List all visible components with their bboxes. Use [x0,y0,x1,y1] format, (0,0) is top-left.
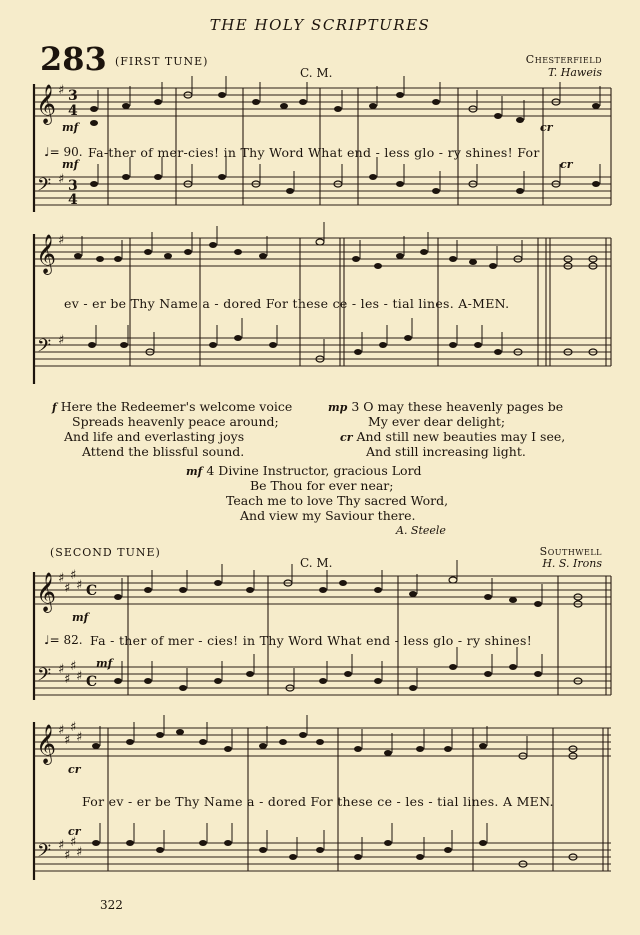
stanza-3 [328,399,618,459]
first-tune-dynamic-mf: mf [62,121,79,134]
stanza-3-line-2: My ever dear delight; [368,414,506,429]
svg-text:♯: ♯ [58,662,65,677]
stanza-3-line-3: And still new beauties may I see, [356,429,566,444]
stanza-2-dynamic: f [52,401,57,414]
svg-text:♯: ♯ [76,578,83,593]
svg-text:♯: ♯ [76,730,83,745]
svg-text:♯: ♯ [64,672,71,687]
svg-text:4: 4 [68,192,78,208]
stanza-3-line-4: And still increasing light. [366,444,526,459]
svg-text:♯: ♯ [58,838,65,853]
stanza-4-line-3: Teach me to love Thy sacred Word, [226,493,449,508]
svg-text:♯: ♯ [58,723,65,738]
svg-text:♯: ♯ [70,659,77,674]
svg-text:♯: ♯ [58,83,65,98]
stanza-4-dynamic: mf [186,465,203,478]
stanza-4-number: 4 [206,463,215,478]
stanza-3-line3-dynamic: cr [340,431,353,444]
second-tune-dynamic-mf: mf [72,611,89,624]
first-tune-system-2 [28,232,613,392]
first-tune-name: Chesterfield [525,53,602,66]
stanza-4-line-2: Be Thou for ever near; [250,478,394,493]
first-tune-bass-dynamic-mf: mf [62,158,79,171]
first-tune-composer: T. Haweis [548,66,602,79]
treble-clef-icon: 𝄞 [36,572,57,612]
stanza-4-line-4: And view my Saviour there. [240,508,416,523]
stanza-4-line-1: Divine Instructor, gracious Lord [218,463,422,478]
stanza-2-line-3: And life and everlasting joys [64,429,245,444]
second-tune-meter: C. M. [300,556,333,570]
svg-text:♯: ♯ [58,233,65,248]
second-tune-lyric-line-1: Fa - ther of mer - cies! in Thy Word What end - less glo - ry shines! [90,633,533,648]
second-tune-name: Southwell [539,545,602,558]
svg-text:3: 3 [68,88,78,104]
second-tune-dynamic-cr: cr [68,763,81,776]
stanza-3-dynamic: mp [328,401,348,414]
svg-text:♯: ♯ [70,835,77,850]
first-tune-label: (FIRST TUNE) [115,55,209,68]
stanza-2 [52,399,322,459]
svg-text:♯: ♯ [64,733,71,748]
first-tune-meter: C. M. [300,66,333,80]
running-head: THE HOLY SCRIPTURES [209,16,431,34]
svg-text:♯: ♯ [64,848,71,863]
second-tune-composer: H. S. Irons [542,557,602,570]
stanza-3-number: 3 [351,399,360,414]
svg-text:♯: ♯ [64,581,71,596]
bass-clef-icon: 𝄢 [37,665,52,690]
second-tune-tempo: ♩= 82. [44,633,83,647]
svg-text:♯: ♯ [70,720,77,735]
bass-clef-icon: 𝄢 [37,175,52,200]
stanza-2-line-1: Here the Redeemer's welcome voice [60,399,293,414]
stanza-attribution: A. Steele [396,524,446,537]
second-tune-bass-dynamic-cr: cr [68,825,81,838]
page-number: 322 [100,898,123,912]
first-tune-bass-dynamic-cr: cr [560,158,573,171]
svg-text:♯: ♯ [58,172,65,187]
stanza-4 [186,463,506,523]
bass-clef-icon: 𝄢 [37,841,52,866]
svg-text:♯: ♯ [70,568,77,583]
second-tune-bass-dynamic-mf: mf [96,657,113,670]
svg-text:4: 4 [68,103,78,119]
second-tune-lyric-line-2: For ev - er be Thy Name a - dored For these ce - les - tial lines. A MEN. [82,794,554,809]
svg-text:C: C [86,674,98,690]
svg-text:3: 3 [68,178,78,194]
bass-clef-icon: 𝄢 [37,336,52,361]
svg-text:♯: ♯ [58,333,65,348]
treble-clef-icon: 𝄞 [36,724,57,764]
treble-clef-icon: 𝄞 [36,84,57,124]
second-tune-label: (SECOND TUNE) [50,546,161,559]
first-tune-dynamic-cr: cr [540,121,553,134]
stanza-2-line-4: Attend the blissful sound. [82,444,245,459]
stanza-2-line-2: Spreads heavenly peace around; [72,414,279,429]
svg-text:♯: ♯ [58,571,65,586]
hymn-number: 283 [40,40,107,78]
treble-clef-icon: 𝄞 [36,234,57,274]
stanza-3-line-1: O may these heavenly pages be [363,399,564,414]
svg-text:♯: ♯ [76,845,83,860]
first-tune-lyric-line-1: Fa-ther of mer-cies! in Thy Word What end - less glo - ry shines! For [88,145,540,160]
first-tune-tempo: ♩= 90. [44,145,83,159]
first-tune-lyric-line-2: ev - er be Thy Name a - dored For these ce - les - tial lines. A-MEN. [64,296,510,311]
svg-text:C: C [86,583,98,599]
svg-text:♯: ♯ [76,669,83,684]
